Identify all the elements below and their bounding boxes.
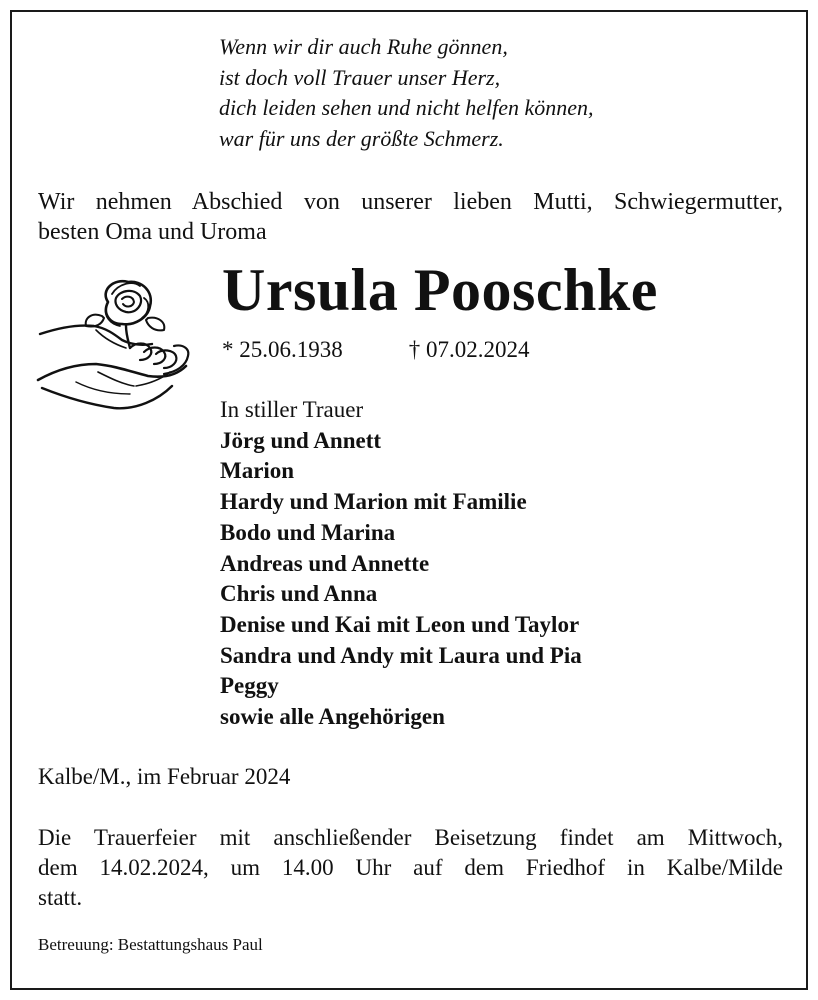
obituary-notice <box>10 10 808 990</box>
mourner-name: Marion <box>220 458 295 484</box>
mourner-name: Denise und Kai mit Leon und Taylor <box>220 611 580 637</box>
poem-line: dich leiden sehen und nicht helfen können, <box>219 95 594 120</box>
memorial-poem <box>219 32 594 154</box>
funeral-home-credit: Betreuung: Bestattungshaus Paul <box>38 935 263 954</box>
funeral-line: statt. <box>38 885 83 910</box>
mourner-name: Bodo und Marina <box>220 519 396 545</box>
funeral-line: dem 14.02.2024, um 14.00 Uhr auf dem Friedhof in Kalbe/Milde <box>38 855 783 880</box>
poem-line: ist doch voll Trauer unser Herz, <box>219 64 501 90</box>
mourner-name: sowie alle Angehörigen <box>220 704 445 730</box>
mourner-name: Peggy <box>220 673 279 699</box>
mourner-name: Jörg und Annett <box>220 427 382 453</box>
hands-holding-rose-icon <box>36 268 194 410</box>
intro-line: besten Oma und Uroma <box>38 219 267 245</box>
mourner-name: Andreas und Annette <box>220 550 430 576</box>
birth-date: * 25.06.1938 <box>222 337 343 362</box>
death-date: † 07.02.2024 <box>408 337 530 362</box>
poem-line: Wenn wir dir auch Ruhe gönnen, <box>219 34 508 59</box>
place-and-date: Kalbe/M., im Februar 2024 <box>38 764 291 789</box>
mourners-list <box>220 395 582 733</box>
mourner-name: Chris und Anna <box>220 581 378 607</box>
life-dates <box>222 335 530 365</box>
poem-line: war für uns der größte Schmerz. <box>219 125 504 151</box>
mourning-lead: In stiller Trauer <box>220 397 364 422</box>
deceased-name: Ursula Pooschke <box>222 257 658 323</box>
mourner-name: Hardy und Marion mit Familie <box>220 489 527 515</box>
intro-line: Wir nehmen Abschied von unserer lieben Mutti, Schwiegermutter, <box>38 189 783 215</box>
farewell-intro <box>38 187 783 247</box>
funeral-line: Die Trauerfeier mit anschließender Beisetzung findet am Mittwoch, <box>38 825 783 850</box>
funeral-info <box>38 823 783 913</box>
mourner-name: Sandra und Andy mit Laura und Pia <box>220 642 582 668</box>
